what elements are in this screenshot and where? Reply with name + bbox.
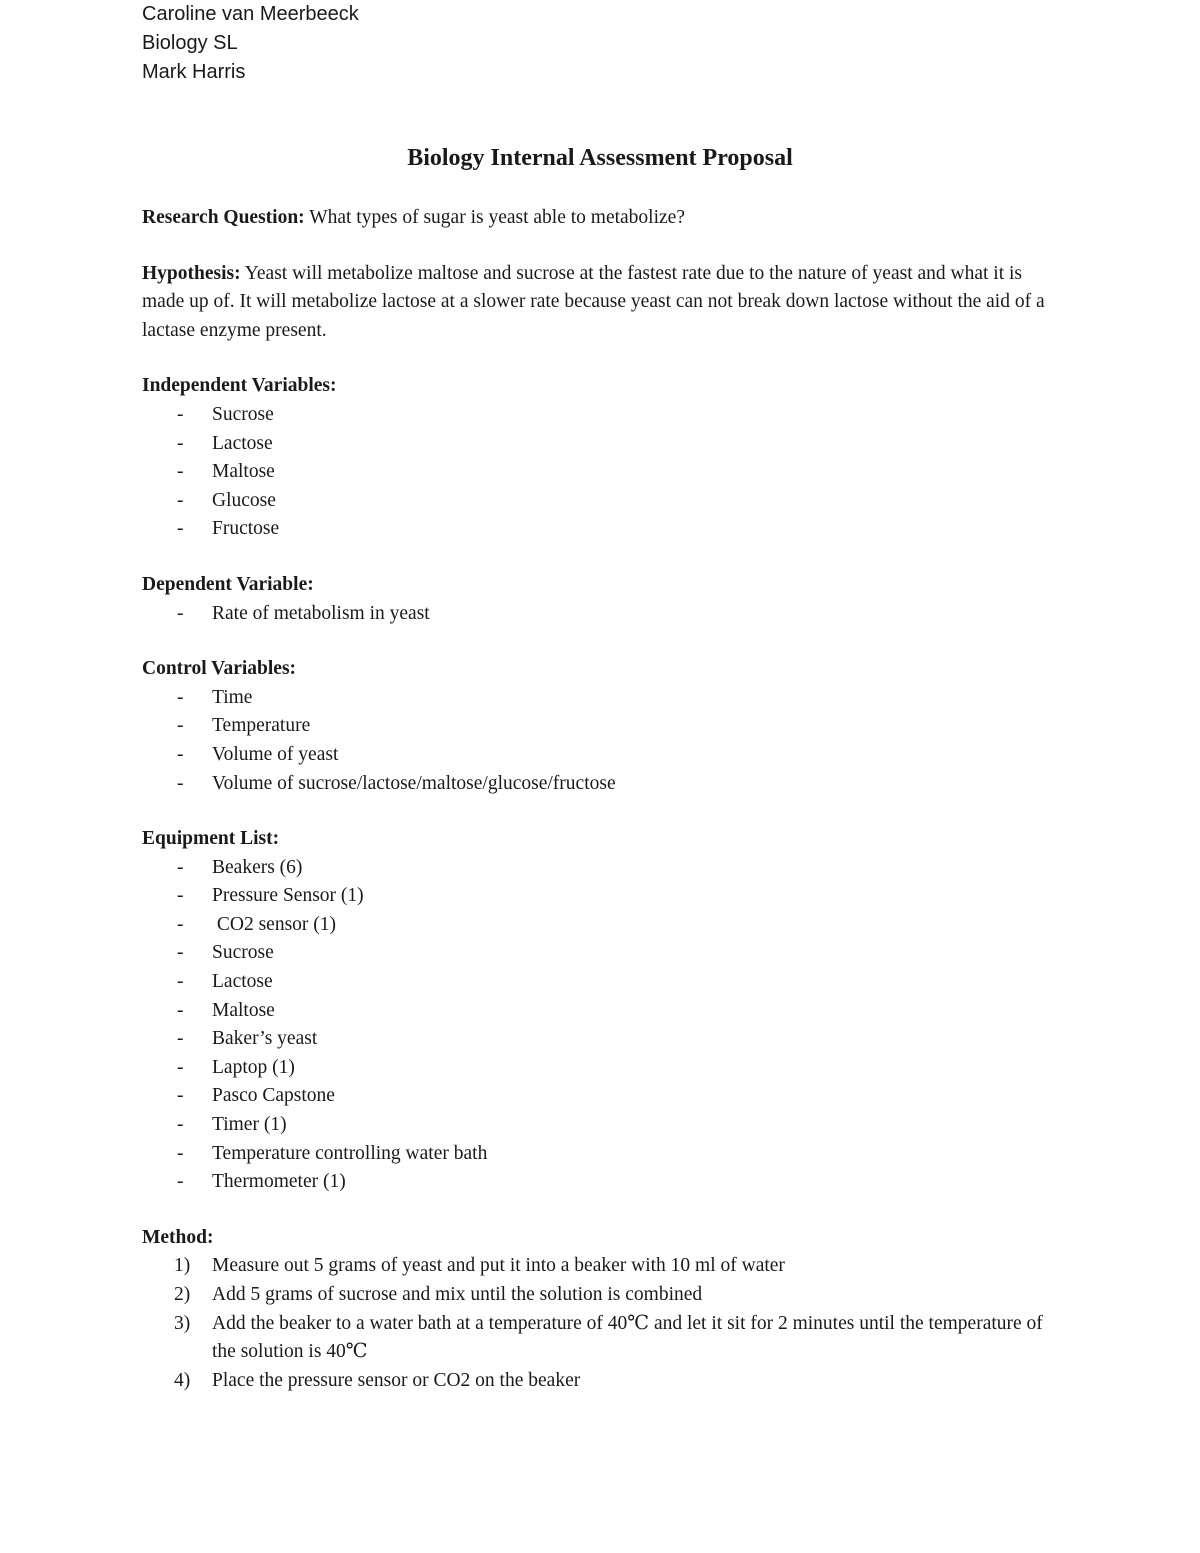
document-header — [142, 0, 359, 87]
list-item — [142, 1054, 1062, 1083]
list-item — [142, 1082, 1062, 1111]
list-item — [142, 712, 1062, 741]
dash-marker: - — [177, 999, 184, 1021]
control-variables-list — [142, 684, 1062, 798]
list-item — [142, 600, 1062, 629]
dependent-variable-list — [142, 600, 1062, 629]
equipment-list-heading: Equipment List: — [142, 828, 280, 850]
dash-marker: - — [177, 518, 184, 540]
hypothesis — [142, 260, 1062, 346]
list-item-text: Temperature controlling water bath — [212, 1142, 488, 1164]
list-item-text: CO2 sensor (1) — [212, 913, 337, 935]
list-item-text: Fructose — [212, 518, 280, 540]
list-item-text: Lactose — [212, 432, 273, 454]
method-step — [142, 1310, 1062, 1367]
list-item-text: Sucrose — [212, 403, 274, 425]
list-item — [142, 487, 1062, 516]
dash-marker: - — [177, 772, 184, 794]
list-item — [142, 770, 1062, 799]
list-item-text: Maltose — [212, 999, 275, 1021]
method-step — [142, 1252, 1062, 1281]
list-item — [142, 882, 1062, 911]
dash-marker: - — [177, 1085, 184, 1107]
dash-marker: - — [177, 1056, 184, 1078]
list-item — [142, 458, 1062, 487]
independent-variables-list — [142, 401, 1062, 544]
dependent-variable-heading: Dependent Variable: — [142, 573, 314, 595]
dash-marker: - — [177, 913, 184, 935]
hypothesis-section — [142, 260, 1062, 346]
dash-marker: - — [177, 1114, 184, 1136]
method-step-text: Add 5 grams of sucrose and mix until the solution is combined — [212, 1284, 703, 1305]
list-item-text: Laptop (1) — [212, 1056, 295, 1078]
method-step-text: Measure out 5 grams of yeast and put it into a beaker with 10 ml of water — [212, 1255, 785, 1277]
dash-marker: - — [177, 942, 184, 964]
hypothesis-label: Hypothesis: — [142, 262, 241, 284]
dash-marker: - — [177, 602, 184, 624]
step-number: 3) — [174, 1312, 191, 1334]
list-item-text: Pressure Sensor (1) — [212, 885, 364, 907]
dependent-variable-section — [142, 571, 1062, 628]
dash-marker: - — [177, 1028, 184, 1050]
method-step-text: Place the pressure sensor or CO2 on the beaker — [212, 1369, 581, 1391]
research-question-text: What types of sugar is yeast able to metabolize? — [309, 207, 685, 228]
list-item-text: Thermometer (1) — [212, 1171, 346, 1193]
list-item-text: Sucrose — [212, 942, 274, 964]
hypothesis-text: Yeast will metabolize maltose and sucrose at the fastest rate due to the nature of yeast and what it is made up of. It will metabolize lactose at a slower rate because yeast can not break down lactose without the aid of a lactase enzyme present. — [142, 262, 1045, 341]
equipment-list — [142, 854, 1062, 1197]
dash-marker: - — [177, 715, 184, 737]
method-section — [142, 1224, 1062, 1396]
dash-marker: - — [177, 1171, 184, 1193]
list-item — [142, 401, 1062, 430]
equipment-list-section — [142, 825, 1062, 1197]
list-item-text: Temperature — [212, 715, 311, 737]
document-body — [142, 204, 1062, 1395]
list-item — [142, 997, 1062, 1026]
dash-marker: - — [177, 971, 184, 993]
list-item-text: Glucose — [212, 489, 276, 511]
dash-marker: - — [177, 461, 184, 483]
list-item-text: Rate of metabolism in yeast — [212, 602, 430, 624]
list-item — [142, 1140, 1062, 1169]
control-variables-section — [142, 655, 1062, 798]
list-item — [142, 1168, 1062, 1197]
dash-marker: - — [177, 1142, 184, 1164]
control-variables-heading: Control Variables: — [142, 658, 297, 680]
author-name: Caroline van Meerbeeck — [142, 3, 359, 25]
method-step-text: Add the beaker to a water bath at a temperature of 40℃ and let it sit for 2 minutes until the temperature of the solution is 40℃ — [212, 1312, 1043, 1363]
method-heading: Method: — [142, 1226, 214, 1248]
research-question-section — [142, 204, 1062, 233]
method-steps — [142, 1252, 1062, 1395]
list-item-text: Maltose — [212, 461, 275, 483]
list-item — [142, 430, 1062, 459]
document-title: Biology Internal Assessment Proposal — [407, 145, 793, 171]
list-item-text: Timer (1) — [212, 1114, 287, 1136]
step-number: 4) — [174, 1369, 191, 1391]
course-name: Biology SL — [142, 32, 238, 54]
teacher-name: Mark Harris — [142, 61, 246, 83]
dash-marker: - — [177, 432, 184, 454]
list-item — [142, 854, 1062, 883]
dash-marker: - — [177, 686, 184, 708]
list-item — [142, 911, 1062, 940]
dash-marker: - — [177, 489, 184, 511]
independent-variables-heading: Independent Variables: — [142, 375, 337, 397]
dash-marker: - — [177, 856, 184, 878]
dash-marker: - — [177, 403, 184, 425]
list-item-text: Baker’s yeast — [212, 1028, 318, 1050]
list-item — [142, 515, 1062, 544]
list-item-text: Beakers (6) — [212, 856, 303, 878]
list-item — [142, 1025, 1062, 1054]
list-item-text: Volume of yeast — [212, 743, 339, 765]
list-item — [142, 968, 1062, 997]
dash-marker: - — [177, 885, 184, 907]
independent-variables-section — [142, 372, 1062, 544]
step-number: 2) — [174, 1284, 191, 1305]
list-item — [142, 939, 1062, 968]
method-step — [142, 1281, 1062, 1310]
step-number: 1) — [174, 1255, 191, 1277]
research-question-label: Research Question: — [142, 207, 305, 228]
list-item-text: Pasco Capstone — [212, 1085, 335, 1107]
list-item-text: Time — [212, 686, 253, 708]
method-step — [142, 1367, 1062, 1396]
list-item — [142, 741, 1062, 770]
list-item-text: Lactose — [212, 971, 273, 993]
research-question — [142, 204, 1062, 233]
list-item — [142, 1111, 1062, 1140]
list-item-text: Volume of sucrose/lactose/maltose/glucose/fructose — [212, 772, 616, 794]
dash-marker: - — [177, 743, 184, 765]
list-item — [142, 684, 1062, 713]
